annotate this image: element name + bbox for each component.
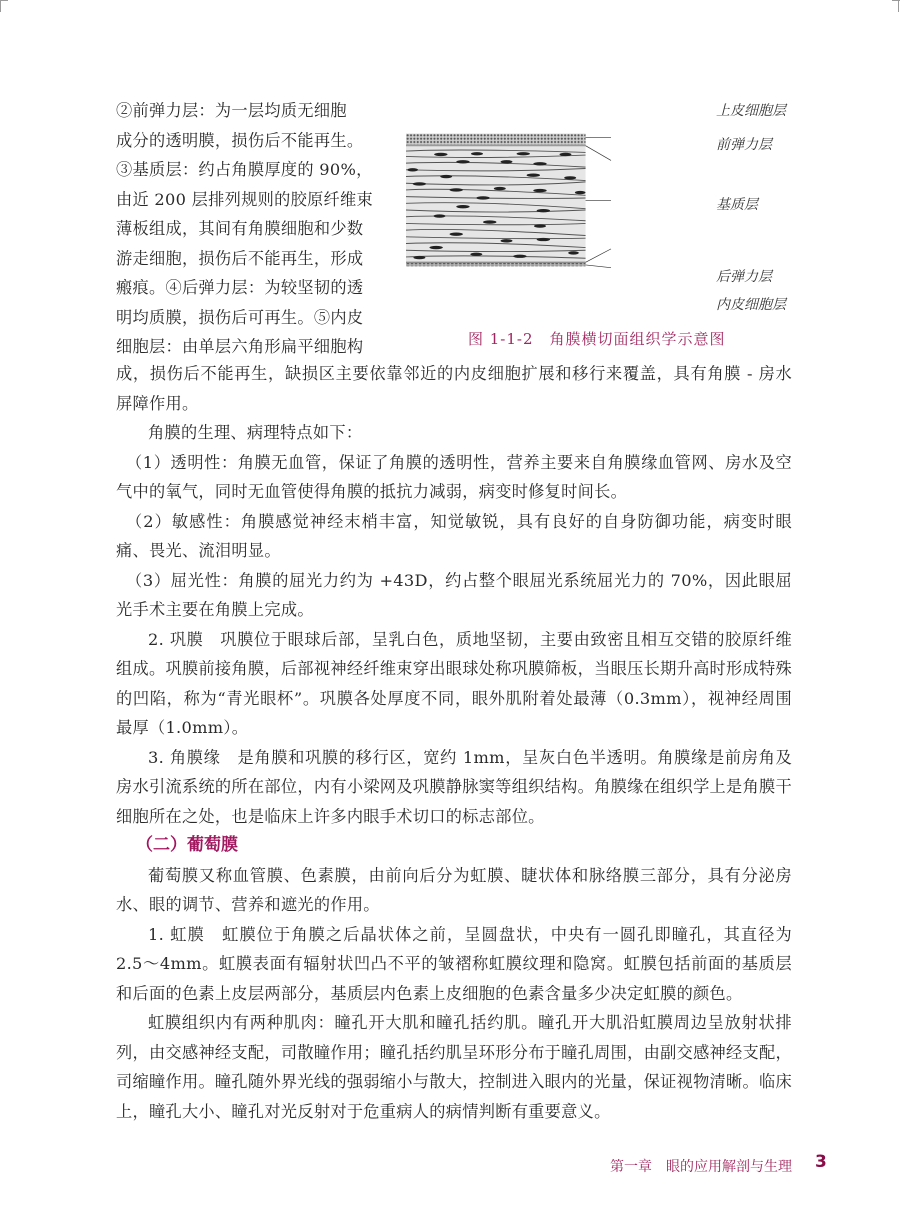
text-line: ②前弹力层：为一层均质无细胞 [116, 101, 347, 120]
text-line: 成分的透明膜，损伤后不能再生。 [116, 130, 364, 150]
running-footer-chapter: 第一章 眼的应用解剖与生理 [610, 1159, 792, 1175]
paragraph: 成，损伤后不能再生，缺损区主要依靠邻近的内皮细胞扩展和移行来覆盖，具有角膜 - 房水屏障作用。 [116, 364, 792, 413]
crop-mark [0, 0, 8, 1]
paragraph: 葡萄膜又称血管膜、色素膜，由前向后分为虹膜、睫状体和脉络膜三部分，具有分泌房水、眼的调节、营养和遮光的作用。 [116, 865, 792, 914]
label-endothelium: 内皮细胞层 [716, 297, 786, 313]
label-stroma: 基质层 [716, 197, 758, 213]
cornea-cross-section-diagram [406, 104, 674, 304]
paragraph: 2. 巩膜 巩膜位于眼球后部，呈乳白色，质地坚韧，主要由致密且相互交错的胶原纤维组成。巩膜前接角膜，后部视神经纤维束穿出眼球处称巩膜筛板，当眼压长期升高时形成特殊的凹陷，称为“青光眼杯”。巩膜各处厚度不同，眼外肌附着处最薄（0.3mm），视神经周围最厚（1.0mm）。 [116, 629, 792, 737]
paragraph: 虹膜组织内有两种肌肉：瞳孔开大肌和瞳孔括约肌。瞳孔开大肌沿虹膜周边呈放射状排列，由交感神经支配，司散瞳作用；瞳孔括约肌呈环形分布于瞳孔周围，由副交感神经支配，司缩瞳作用。瞳孔随外界光线的强弱缩小与散大，控制进入眼内的光量，保证视物清晰。临床上，瞳孔大小、瞳孔对光反射对于危重病人的病情判断有重要意义。 [116, 1013, 792, 1121]
paragraph: 3. 角膜缘 是角膜和巩膜的移行区，宽约 1mm，呈灰白色半透明。角膜缘是前房角及房水引流系统的所在部位，内有小梁网及巩膜静脉窦等组织结构。角膜缘在组织学上是角膜干细胞所在之处，也是临床上许多内眼手术切口的标志部位。 [116, 747, 792, 826]
crop-mark [0, 0, 1, 12]
label-epithelium: 上皮细胞层 [716, 103, 786, 119]
label-descemet-membrane: 后弹力层 [716, 269, 772, 285]
figure-caption: 图 1-1-2 角膜横切面组织学示意图 [468, 330, 726, 348]
paragraph: 角膜的生理、病理特点如下： [148, 423, 363, 442]
paragraph: 1. 虹膜 虹膜位于角膜之后晶状体之前，呈圆盘状，中央有一圆孔即瞳孔，其直径为 2.5～4mm。虹膜表面有辐射状凹凸不平的皱褶称虹膜纹理和隐窝。虹膜包括前面的基质层和后面的色素上皮层两部分，基质层内色素上皮细胞的色素含量多少决定虹膜的颜色。 [116, 924, 792, 1003]
paragraph: （3）屈光性：角膜的屈光力约为 +43D，约占整个眼屈光系统屈光力的 70%，因此眼屈光手术主要在角膜上完成。 [116, 570, 792, 619]
float-paragraph [116, 96, 396, 362]
label-bowman-layer: 前弹力层 [716, 137, 772, 153]
text-line: ③基质层：约占角膜厚度的 90%， [116, 160, 373, 179]
text-line: 游走细胞，损伤后不能再生，形成 [116, 248, 364, 268]
body-text [116, 359, 792, 1126]
text-line: 薄板组成，其间有角膜细胞和少数 [116, 219, 364, 238]
text-line: 由近 200 层排列规则的胶原纤维束 [116, 189, 374, 209]
text-line: 明均质膜，损伤后可再生。⑤内皮 [116, 307, 364, 327]
paragraph: （1）透明性：角膜无血管，保证了角膜的透明性，营养主要来自角膜缘血管网、房水及空气中的氧气，同时无血管使得角膜的抵抗力减弱，病变时修复时间长。 [116, 452, 792, 501]
paragraph: （2）敏感性：角膜感觉神经末梢丰富，知觉敏锐，具有良好的自身防御功能，病变时眼痛、畏光、流泪明显。 [116, 511, 792, 560]
section-heading: （二）葡萄膜 [136, 835, 238, 855]
page-number: 3 [815, 1152, 827, 1172]
text-line: 瘢痕。④后弹力层：为较坚韧的透 [116, 278, 364, 297]
crop-mark [898, 0, 899, 12]
text-line: 细胞层：由单层六角形扁平细胞构 [116, 337, 364, 356]
